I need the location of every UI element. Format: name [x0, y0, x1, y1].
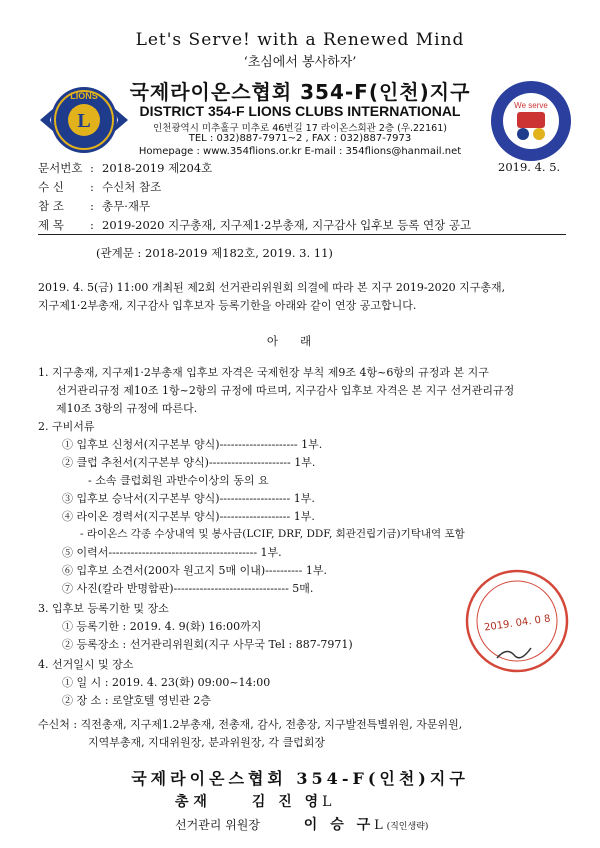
- item4-line: ② 장 소 : 로얄호텔 영빈관 2층: [62, 694, 211, 707]
- recipient-row: 수 신 : 수신처 참조: [38, 180, 162, 194]
- intro-line: 지구제1·2부총재, 지구감사 입후보자 등록기한을 아래와 같이 연장 공고합니다.: [38, 299, 417, 312]
- subject-row: 제 목 : 2019-2020 지구총재, 지구제1·2부총재, 지구감사 입후보 등록 연장 공고: [38, 218, 472, 232]
- item4-title: 4. 선거일시 및 장소: [38, 658, 134, 671]
- reference: 총무·재무: [102, 199, 151, 213]
- footer-election-chair: 선거관리 위원장 이 승 구L (직인생략): [175, 817, 429, 833]
- recipients-line: 지역부총재, 지대위원장, 분과위원장, 각 클럽회장: [88, 736, 325, 749]
- doc-item: ④ 라이온 경력서(지구본부 양식)------------------- 1부.: [62, 510, 315, 523]
- chair-label: 선거관리 위원장: [175, 818, 260, 832]
- item1-line: 선거관리규정 제10조 1항~2항의 규정에 따르며, 지구감사 입후보 자격은 본 지구 선거관리규정: [56, 384, 515, 397]
- emblem-text: We serve: [514, 101, 548, 110]
- doc-item: ① 입후보 신청서(지구본부 양식)--------------------- 1부.: [62, 438, 323, 451]
- org-address: 인천광역시 미추홀구 미추로 46번길 17 라이온스회관 2층 (우.22161): [153, 123, 447, 134]
- doc-item: ⑥ 입후보 소견서(200자 원고지 5매 이내)---------- 1부.: [62, 564, 327, 577]
- org-name-english: DISTRICT 354-F LIONS CLUBS INTERNATIONAL: [139, 103, 461, 119]
- chair-name: 이 승 구: [303, 817, 375, 833]
- president-label: 총 재: [175, 794, 207, 810]
- doc-number-label: 문서번호: [38, 161, 83, 175]
- org-name-korean: 국제라이온스협회 354-F(인천)지구: [129, 80, 471, 104]
- motto-english: Let's Serve! with a Renewed Mind: [135, 30, 465, 50]
- item2-title: 2. 구비서류: [38, 420, 95, 433]
- item1-line: 제10조 3항의 규정에 따른다.: [56, 402, 198, 415]
- org-web-email: Homepage : www.354flions.or.kr E-mail : 354flions@hanmail.net: [138, 146, 462, 157]
- logo-left-text: LIONS: [70, 91, 98, 101]
- recipients-line: 수신처 : 직전총재, 지구제1.2부총재, 전총재, 감사, 전총장, 지구발전특별위원, 자문위원,: [38, 718, 463, 731]
- doc-item: ⑦ 사진(칼라 반명함판)------------------------------- 5매.: [62, 582, 314, 595]
- received-stamp: [462, 566, 572, 676]
- item3-title: 3. 입후보 등록기한 및 장소: [38, 602, 169, 615]
- stamp-date: 2019. 04. 0 8: [483, 613, 552, 634]
- intro-line: 2019. 4. 5(금) 11:00 개최된 제2회 선거관리위원회 의결에 따라 본 지구 2019-2020 지구총재,: [38, 281, 506, 294]
- doc-number: 2018-2019 제204호: [102, 161, 213, 175]
- item1-line: 1. 지구총재, 지구제1·2부총재 입후보 자격은 국제헌장 부칙 제9조 4항~6항의 규정과 본 지구: [38, 366, 489, 379]
- svg-text:L: L: [77, 110, 91, 132]
- related-document: (관계문 : 2018-2019 제182호, 2019. 3. 11): [96, 246, 333, 260]
- org-tel-fax: TEL : 032)887-7971~2 , FAX : 032)887-7973: [188, 133, 412, 144]
- doc-item: ② 클럽 추천서(지구본부 양식)---------------------- 1부.: [62, 456, 316, 469]
- doc-number-row: 문서번호 : 2018-2019 제204호: [38, 161, 213, 175]
- subject: 2019-2020 지구총재, 지구제1·2부총재, 지구감사 입후보 등록 연장 공고: [102, 218, 472, 232]
- reference-row: 참 조 : 총무·재무: [38, 199, 151, 213]
- item4-line: ① 일 시 : 2019. 4. 23(화) 09:00~14:00: [62, 676, 271, 689]
- doc-item-note: - 라이온스 각종 수상내역 및 봉사금(LCIF, DRF, DDF, 회관건립기금)기탁내역 포함: [80, 528, 465, 540]
- item3-line: ② 등록장소 : 선거관리위원회(지구 사무국 Tel : 887-7971): [62, 638, 353, 651]
- footer-org-name: 국제라이온스협회 354-F(인천)지구: [131, 769, 469, 788]
- footer-president: 총 재 김 진 영L: [175, 794, 332, 810]
- doc-item: ③ 입후보 승낙서(지구본부 양식)------------------- 1부.: [62, 492, 315, 505]
- doc-date: 2019. 4. 5.: [498, 160, 561, 174]
- doc-item: ⑤ 이력서---------------------------------------- 1부.: [62, 546, 282, 559]
- motto-korean: ‘초심에서 봉사하자’: [243, 55, 357, 70]
- item3-line: ① 등록기한 : 2019. 4. 9(화) 16:00까지: [62, 620, 262, 633]
- recipient: 수신처 참조: [102, 180, 162, 194]
- subject-divider: [38, 234, 566, 235]
- reference-label: 참 조: [38, 199, 64, 213]
- below-heading: 아래: [266, 334, 334, 348]
- president-name: 김 진 영: [251, 794, 323, 810]
- recipient-label: 수 신: [38, 180, 64, 194]
- chair-note: (직인생략): [386, 822, 429, 832]
- subject-label: 제 목: [38, 218, 64, 232]
- doc-item-note: - 소속 클럽회원 과반수이상의 동의 요: [88, 474, 269, 487]
